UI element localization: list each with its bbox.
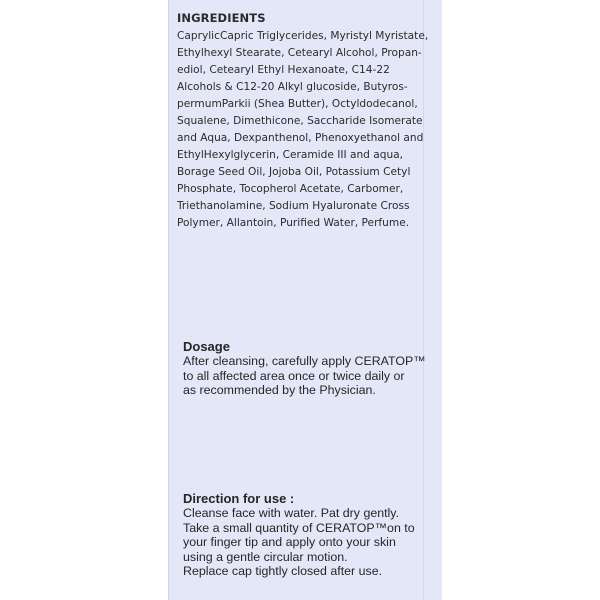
- direction-text: Cleanse face with water. Pat dry gently. Take a small quantity of CERATOP™on to your finger tip and apply onto your skin using a gentle circular motion. Replace cap tightly closed after use.: [183, 506, 415, 579]
- dosage-text: After cleansing, carefully apply CERATOP™ to all affected area once or twice daily or as recommended by the Physician.: [183, 354, 426, 398]
- ingredients-section: [177, 11, 435, 232]
- panel-left-edge: [168, 0, 169, 600]
- dosage-heading: Dosage: [183, 339, 230, 354]
- dosage-section: [183, 339, 428, 398]
- direction-heading: Direction for use :: [183, 491, 295, 506]
- ingredients-list: CaprylicCapric Triglycerides, Myristyl Myristate, Ethylhexyl Stearate, Cetearyl Alcohol, Propan-ediol, Cetearyl Ethyl Hexanoate, C14-22 Alcohols & C12-20 Alkyl glucoside, Butyros-permumParkii (Shea Butter), Octyldodecanol, Squalene, Dimethicone, Saccharide Isomerate and Aqua, Dexpanthenol, Phenoxyethanol and EthylHexylglycerin, Ceramide III and aqua, Borage Seed Oil, Jojoba Oil, Potassium Cetyl Phosphate, Tocopherol Acetate, Carbomer, Triethanolamine, Sodium Hyaluronate Cross Polymer, Allantoin, Purified Water, Perfume.: [177, 30, 429, 229]
- direction-section: [183, 491, 428, 579]
- ingredients-heading: INGREDIENTS: [177, 11, 266, 25]
